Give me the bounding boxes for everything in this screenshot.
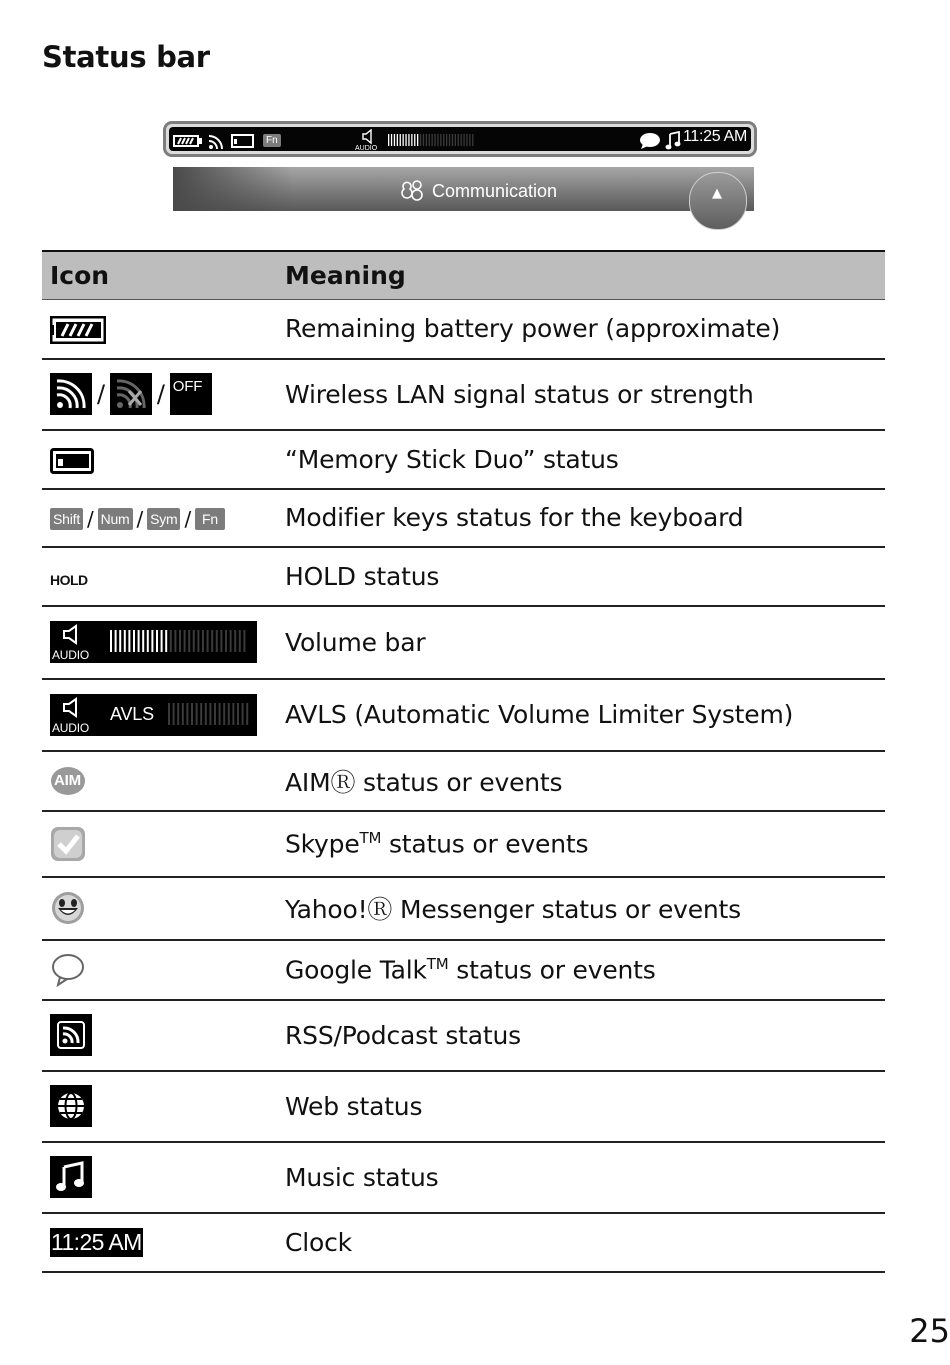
aim-icon: AIM [50, 766, 86, 796]
status-bar [169, 127, 751, 151]
wireless-lan-on-icon [50, 373, 92, 415]
meaning-cell: Wireless LAN signal status or strength [284, 359, 885, 430]
volume-level-tick [472, 134, 473, 146]
music-note-icon [50, 1156, 92, 1198]
volume-level-tick [184, 630, 186, 652]
volume-level-tick [234, 630, 236, 652]
table-row [42, 1142, 885, 1213]
fn-key-indicator: Fn [263, 134, 281, 147]
fn-key-icon: Fn [195, 508, 225, 530]
volume-level-bars [110, 630, 254, 654]
volume-level-tick [408, 134, 409, 146]
table-row [42, 877, 885, 940]
volume-bar-icon [50, 621, 257, 663]
expand-button[interactable] [689, 172, 747, 230]
status-clock: 11:25 AM [682, 128, 747, 145]
meaning-cell: Music status [284, 1142, 885, 1213]
volume-level-tick [458, 134, 459, 146]
web-globe-icon [50, 1085, 92, 1127]
volume-level-tick [193, 630, 195, 652]
volume-level-tick [188, 630, 190, 652]
memory-stick-icon [231, 133, 255, 149]
volume-level-tick [449, 134, 450, 146]
volume-level-tick [207, 630, 209, 652]
volume-level-tick [202, 630, 204, 652]
volume-level-tick [209, 703, 211, 725]
table-row [42, 430, 885, 489]
volume-level-tick [391, 134, 392, 146]
volume-level-tick [200, 703, 202, 725]
table-row [42, 606, 885, 679]
communication-icon [401, 179, 425, 203]
volume-level-tick [191, 703, 193, 725]
volume-level-tick [405, 134, 406, 146]
music-note-icon [665, 131, 681, 151]
volume-level-tick [124, 630, 126, 652]
speaker-icon [62, 697, 86, 719]
table-row [42, 1071, 885, 1142]
table-row [42, 300, 885, 359]
communication-label: Communication [432, 181, 558, 201]
meaning-cell: Yahoo!Ⓡ Messenger status or events [284, 877, 885, 940]
volume-level-tick [214, 703, 216, 725]
volume-level-tick [179, 630, 181, 652]
meaning-cell: Web status [284, 1071, 885, 1142]
volume-level-tick [147, 630, 149, 652]
volume-level-tick [110, 630, 112, 652]
volume-level-tick [397, 134, 398, 146]
volume-level-tick [411, 134, 412, 146]
volume-level-tick [242, 703, 244, 725]
num-key-icon: Num [98, 508, 133, 530]
memory-stick-icon [50, 448, 94, 474]
volume-level-tick [225, 630, 227, 652]
table-row: / / OFF Wireless LAN signal status or strength [42, 359, 885, 430]
yahoo-messenger-icon [50, 890, 86, 926]
meaning-cell: HOLD status [284, 547, 885, 606]
meaning-cell: RSS/Podcast status [284, 1000, 885, 1071]
volume-level-tick [211, 630, 213, 652]
volume-level-tick [230, 630, 232, 652]
volume-level-tick [156, 630, 158, 652]
hold-icon: HOLD [50, 571, 88, 588]
volume-level-tick [443, 134, 444, 146]
volume-level-tick [446, 134, 447, 146]
page-number: 25 [909, 1312, 950, 1350]
meaning-cell: Volume bar [284, 606, 885, 679]
volume-level-tick [432, 134, 433, 146]
volume-level-tick [173, 703, 175, 725]
table-row [42, 940, 885, 1000]
wireless-lan-searching-icon [110, 373, 152, 415]
meaning-cell: AIMⓇ status or events [284, 751, 885, 811]
battery-icon [50, 316, 106, 344]
table-row [42, 679, 885, 751]
audio-label: AUDIO [355, 145, 378, 152]
page-title: Status bar [42, 40, 210, 74]
up-arrow-icon: ▲ [712, 186, 722, 201]
status-bar-illustration [163, 121, 757, 157]
volume-level-tick [119, 630, 121, 652]
audio-label: AUDIO [52, 720, 90, 735]
volume-level-tick [388, 134, 389, 146]
volume-level-tick [423, 134, 424, 146]
audio-label: AUDIO [52, 648, 90, 662]
table-row [42, 751, 885, 811]
volume-level-tick [220, 630, 222, 652]
volume-level-tick [219, 703, 221, 725]
volume-level-tick [223, 703, 225, 725]
table-row [42, 811, 885, 877]
volume-level-tick [400, 134, 401, 146]
avls-level-bars [168, 703, 254, 727]
volume-level-tick [469, 134, 470, 146]
table-header-row [42, 251, 885, 300]
volume-level-tick [434, 134, 435, 146]
volume-level-tick [182, 703, 184, 725]
rss-icon [50, 1014, 92, 1056]
volume-level-tick [463, 134, 464, 146]
meaning-cell: Google Talk™ status or events [284, 940, 885, 1000]
table-row [42, 1000, 885, 1071]
volume-level-tick [239, 630, 241, 652]
volume-level-tick [228, 703, 230, 725]
meaning-cell: Skype™ status or events [284, 811, 885, 877]
volume-level-tick [170, 630, 172, 652]
chat-bubble-icon [639, 132, 661, 150]
volume-level-tick [461, 134, 462, 146]
avls-label: AVLS [110, 703, 154, 724]
wireless-lan-off-icon: OFF [170, 373, 212, 415]
volume-level-tick [168, 703, 170, 725]
volume-level-tick [455, 134, 456, 146]
table-row [42, 1213, 885, 1272]
battery-icon [172, 133, 202, 149]
volume-level-tick [186, 703, 188, 725]
icon-legend-table [42, 250, 885, 1273]
table-row: Shift / Num / Sym / Fn Modifier keys status for the keyboard [42, 489, 885, 547]
clock-icon: 11:25 AM [51, 1229, 142, 1256]
volume-level-tick [216, 630, 218, 652]
meaning-cell: Modifier keys status for the keyboard [284, 489, 885, 547]
volume-level-tick [414, 134, 415, 146]
sym-key-icon: Sym [147, 508, 180, 530]
speaker-icon [361, 129, 377, 145]
volume-level-tick [138, 630, 140, 652]
volume-level-tick [452, 134, 453, 146]
avls-icon [50, 694, 257, 736]
communication-bar [173, 167, 754, 211]
volume-level-tick [128, 630, 130, 652]
volume-level-tick [246, 703, 248, 725]
meaning-cell: Remaining battery power (approximate) [284, 300, 885, 359]
volume-level-tick [426, 134, 427, 146]
icon-column-header: Icon [42, 251, 284, 300]
meaning-cell: Clock [284, 1213, 885, 1272]
volume-level-tick [161, 630, 163, 652]
volume-level-tick [151, 630, 153, 652]
volume-level-tick [177, 703, 179, 725]
volume-level-tick [429, 134, 430, 146]
volume-level-tick [115, 630, 117, 652]
volume-level-tick [394, 134, 395, 146]
volume-level-tick [196, 703, 198, 725]
volume-level-tick [205, 703, 207, 725]
volume-level-tick [420, 134, 421, 146]
volume-level-tick [466, 134, 467, 146]
volume-level-tick [165, 630, 167, 652]
volume-level-tick [133, 630, 135, 652]
volume-level-tick [243, 630, 245, 652]
speaker-icon [62, 624, 86, 646]
volume-level-tick [174, 630, 176, 652]
wireless-lan-icon [207, 131, 227, 151]
meaning-column-header: Meaning [284, 251, 885, 300]
volume-level-tick [403, 134, 404, 146]
volume-level-tick [232, 703, 234, 725]
volume-level-tick [237, 703, 239, 725]
volume-level-tick [440, 134, 441, 146]
table-row [42, 547, 885, 606]
skype-icon [50, 826, 86, 862]
shift-key-icon: Shift [50, 508, 83, 530]
volume-level-tick [142, 630, 144, 652]
meaning-cell: AVLS (Automatic Volume Limiter System) [284, 679, 885, 751]
volume-level-tick [417, 134, 418, 146]
meaning-cell: “Memory Stick Duo” status [284, 430, 885, 489]
volume-level-tick [197, 630, 199, 652]
volume-bar [388, 134, 478, 148]
volume-level-tick [437, 134, 438, 146]
google-talk-icon [50, 953, 86, 987]
